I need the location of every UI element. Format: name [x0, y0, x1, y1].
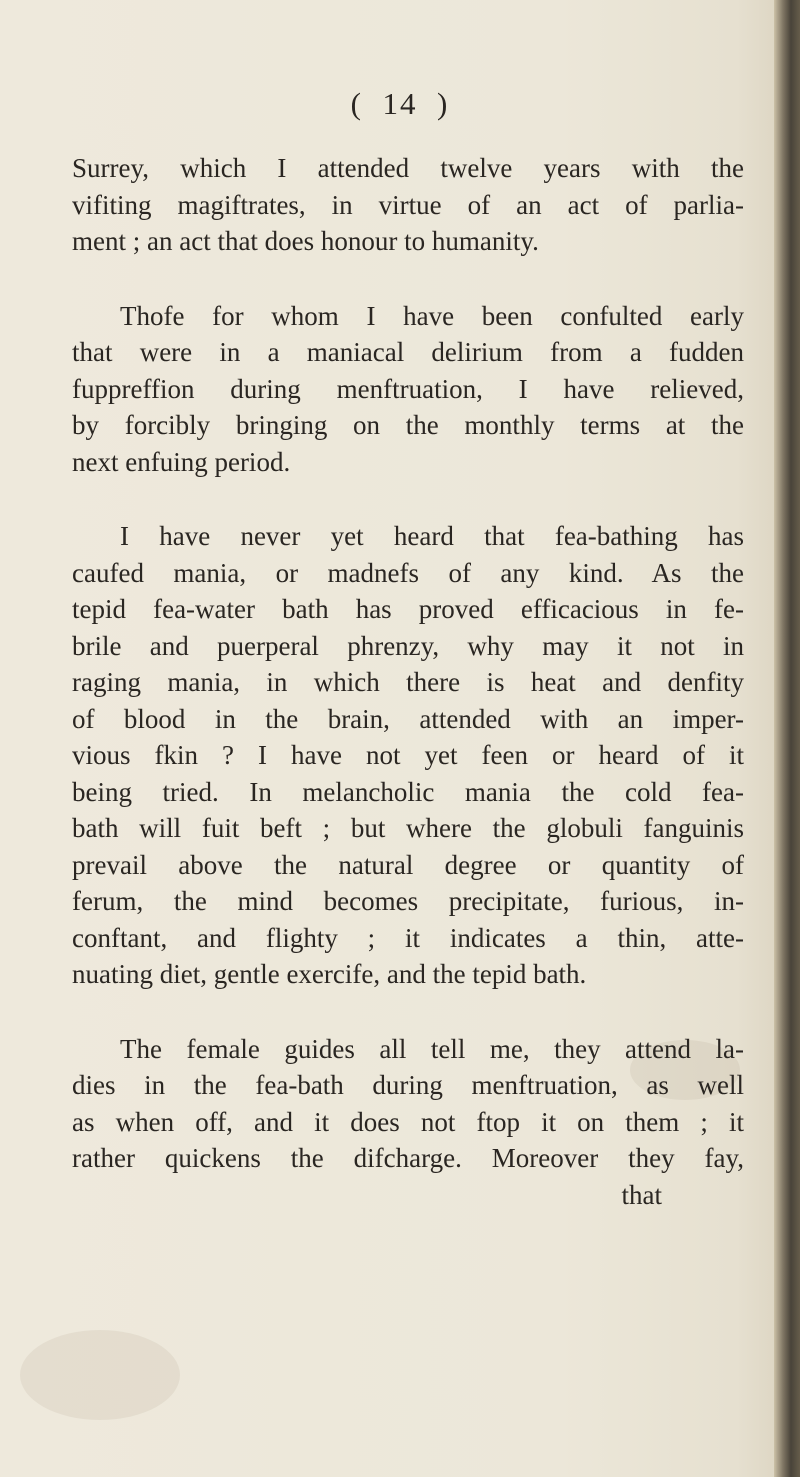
- text-line: ferum, the mind becomes precipitate, furious, in-: [72, 886, 744, 916]
- text-line: The female guides all tell me, they attend la-: [120, 1033, 744, 1064]
- text-line: fuppreffion during menftruation, I have relieved,: [72, 373, 744, 404]
- paragraph-3: [72, 518, 744, 993]
- text-line: that were in a maniacal delirium from a fudden: [72, 337, 744, 367]
- text-line: tepid fea-water bath has proved efficacious in fe-: [72, 594, 744, 624]
- text-line: I have never yet heard that fea-bathing has: [120, 521, 744, 551]
- text-line: vious fkin ? I have not yet feen or heard of it: [72, 740, 744, 770]
- text-line: of blood in the brain, attended with an imper-: [72, 703, 744, 734]
- paragraph-1: [72, 150, 744, 260]
- text-line: prevail above the natural degree or quantity of: [72, 849, 744, 880]
- text-line: caufed mania, or madnefs of any kind. As the: [72, 557, 744, 588]
- page-number: ( 14 ): [350, 86, 450, 121]
- text-line: ment ; an act that does honour to humanity.: [72, 226, 539, 256]
- text-line: conftant, and flighty ; it indicates a thin, atte-: [72, 922, 744, 953]
- text-line: Thofe for whom I have been confulted early: [120, 300, 744, 331]
- text-line: brile and puerperal phrenzy, why may it not in: [72, 630, 744, 661]
- text-line: nuating diet, gentle exercife, and the tepid bath.: [72, 959, 587, 989]
- text-line: raging mania, in which there is heat and denfity: [72, 667, 744, 697]
- paper-stain: [20, 1330, 180, 1420]
- paragraph-4: [72, 1031, 744, 1214]
- body-text: [72, 150, 744, 1213]
- text-line: rather quickens the difcharge. Moreover they fay,: [72, 1143, 744, 1173]
- text-line: next enfuing period.: [72, 446, 291, 477]
- text-line: Surrey, which I attended twelve years with the: [72, 153, 744, 183]
- text-line: as when off, and it does not ftop it on them ; it: [72, 1106, 744, 1137]
- catchword: that: [621, 1179, 662, 1210]
- text-line: dies in the fea-bath during menftruation, as well: [72, 1070, 744, 1100]
- text-line: vifiting magiftrates, in virtue of an act of parlia-: [72, 189, 744, 220]
- text-line: bath will fuit beft ; but where the globuli fanguinis: [72, 813, 744, 843]
- text-line: being tried. In melancholic mania the cold fea-: [72, 776, 744, 807]
- book-spine-edge: [774, 0, 800, 1477]
- paragraph-2: [72, 298, 744, 481]
- text-line: by forcibly bringing on the monthly terms at the: [72, 410, 744, 440]
- page-number-value: 14: [382, 86, 418, 121]
